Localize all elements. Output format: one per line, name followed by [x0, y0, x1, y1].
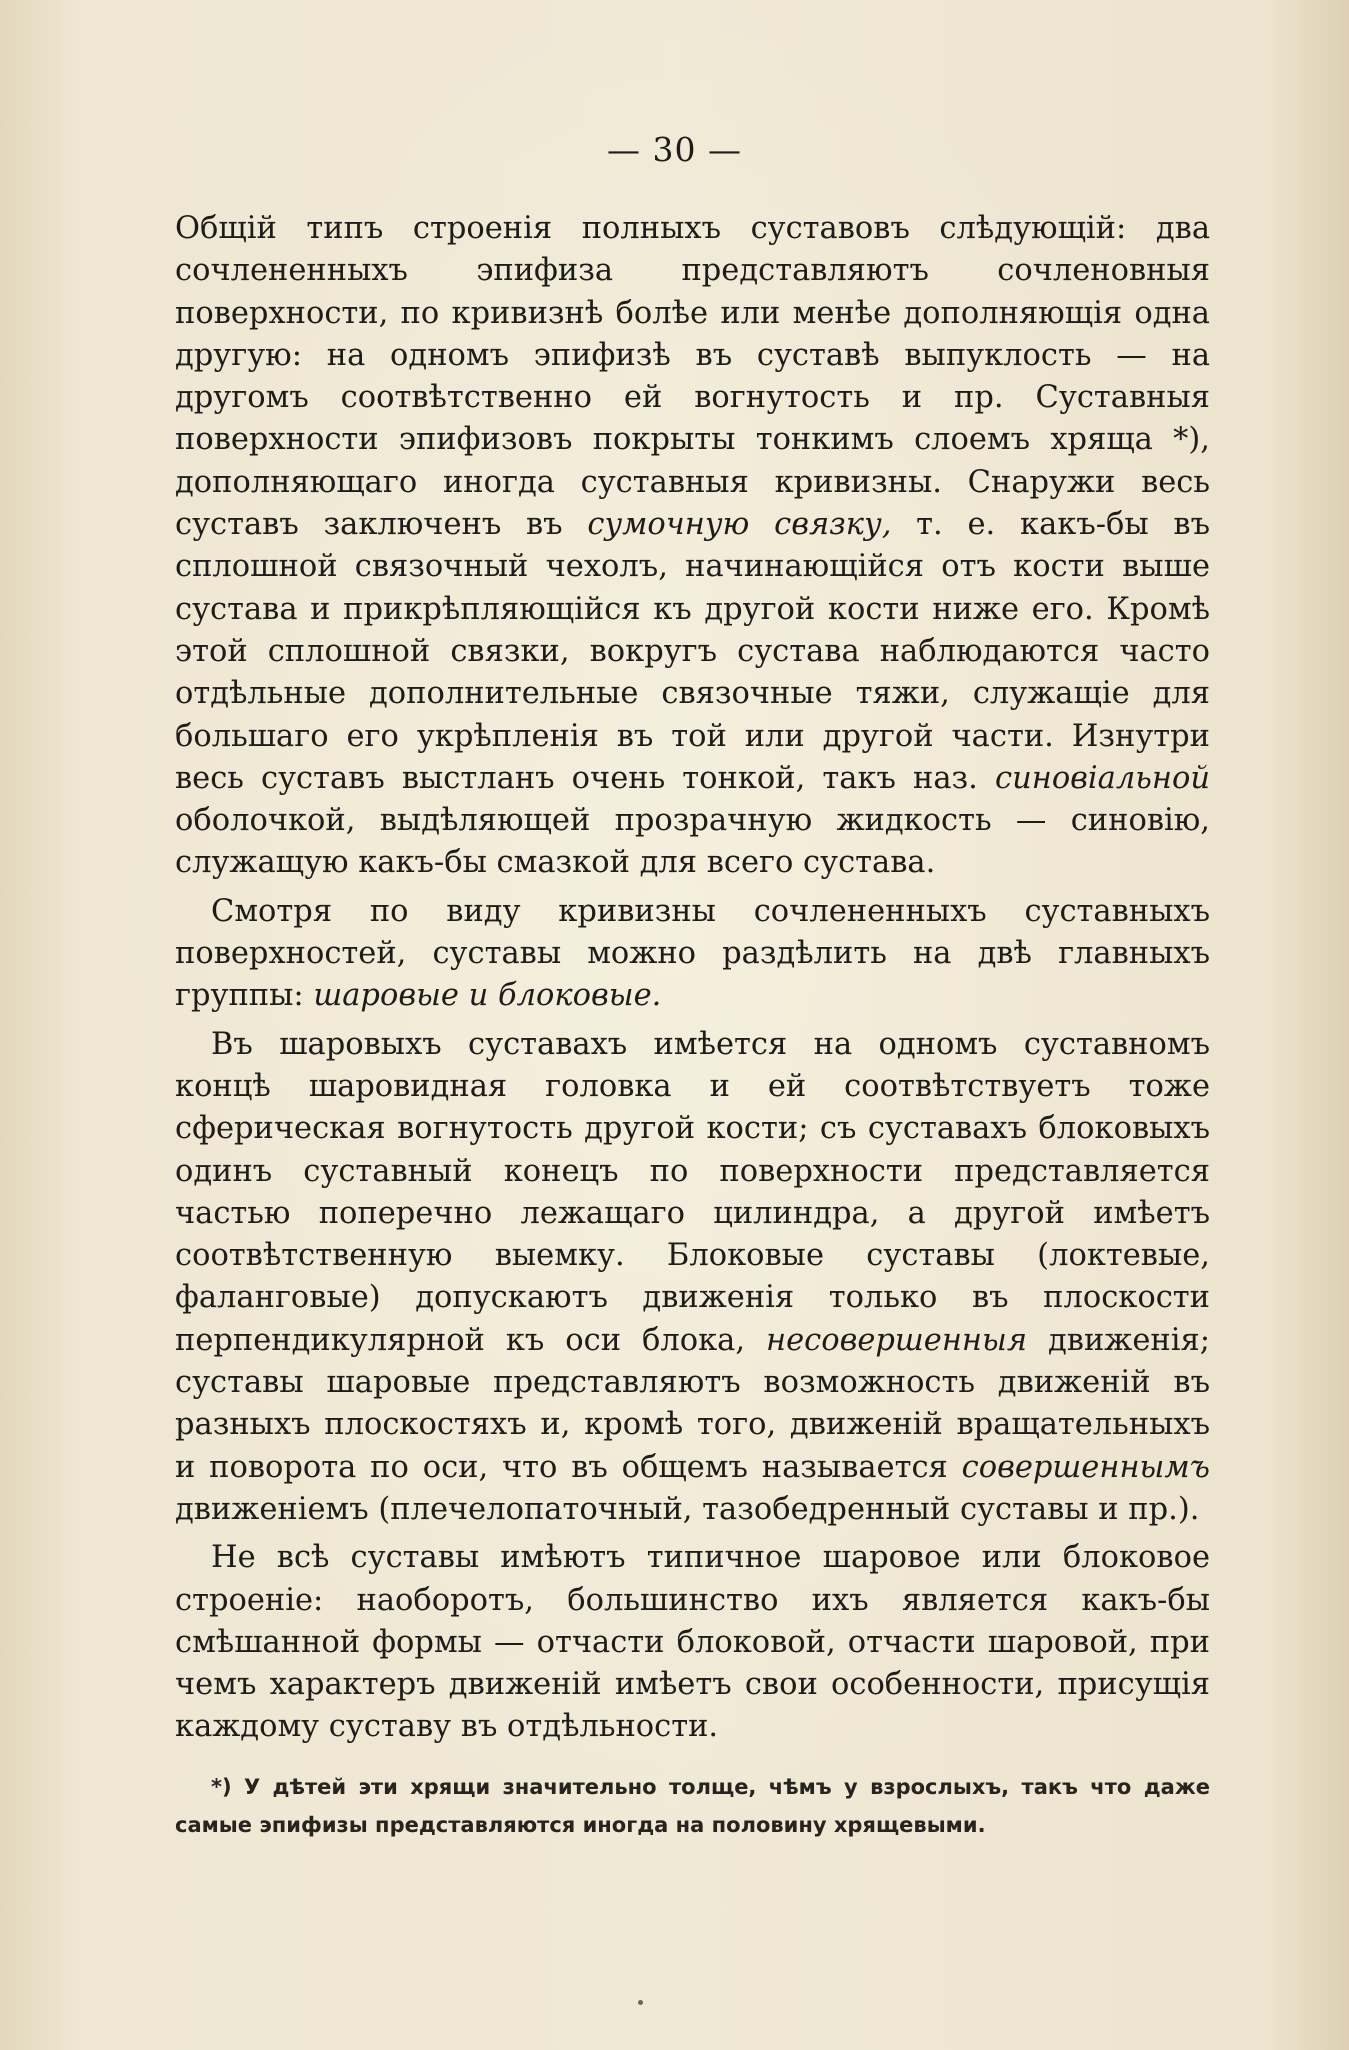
- text-segment: оболочкой, выдѣляющей прозрачную жидкость — синовію, служащую какъ-бы смазкой для всего сустава.: [175, 803, 1210, 881]
- footnote: *) У дѣтей эти хрящи значительно толще, чѣмъ у взрослыхъ, такъ что даже самые эпифизы представляются иногда на половину хрящевыми.: [175, 1775, 1210, 1837]
- text-segment: Смотря по виду кривизны сочлененныхъ суставныхъ поверхностей, суставы можно раздѣлить на двѣ главныхъ группы:: [175, 893, 1210, 1014]
- paragraph-mixed-joints: [175, 1537, 1210, 1748]
- term-imperfect: несовершенныя: [765, 1322, 1028, 1358]
- text-segment: т. е. какъ-бы въ сплошной связочный чехолъ, начинающійся отъ кости выше сустава и прикрѣпляющійся къ другой кости ниже его. Кромѣ этой сплошной связки, вокругъ сустава наблюдаются часто отдѣльные дополнительные связочные тяжи, служащіе для большаго его укрѣпленія въ той или другой части. Изнутри весь суставъ выстланъ очень тонкой, такъ наз.: [175, 507, 1210, 796]
- paragraph-joint-structure: [175, 208, 1210, 885]
- text-segment: движеніемъ (плечелопаточный, тазобедренный суставы и пр.).: [175, 1491, 1200, 1527]
- body-text: [175, 208, 1210, 1755]
- text-segment: Не всѣ суставы имѣютъ типичное шаровое или блоковое строеніе: наоборотъ, большинство ихъ является какъ-бы смѣшанной формы — отчасти блоковой, отчасти шаровой, при чемъ характеръ движеній имѣетъ свои особенности, присущія каждому суставу въ отдѣльности.: [175, 1540, 1210, 1745]
- paragraph-ball-joints: [175, 1024, 1210, 1532]
- text-segment: Общій типъ строенія полныхъ суставовъ слѣдующій: два сочлененныхъ эпифиза представляютъ сочленовныя поверхности, по кривизнѣ болѣе или менѣе дополняющія одна другую: на одномъ эпифизѣ въ суставѣ выпуклость — на другомъ соотвѣтственно ей вогнутость и пр. Суставныя поверхности эпифизовъ покрыты тонкимъ слоемъ хряща *), дополняющаго иногда суставныя кривизны. Снаружи весь суставъ заключенъ въ: [175, 211, 1210, 543]
- term-synovial: синовіальной: [995, 760, 1210, 796]
- text-segment: Въ шаровыхъ суставахъ имѣется на одномъ суставномъ концѣ шаровидная головка и ей соотвѣтствуетъ тоже сферическая вогнутость другой кости; съ суставахъ блоковыхъ одинъ суставный конецъ по поверхности представляется частью поперечно лежащаго цилиндра, а другой имѣетъ соотвѣтственную выемку. Блоковые суставы (локтевые, фаланговые) допускаютъ движенія только въ плоскости перпендикулярной къ оси блока,: [175, 1026, 1210, 1358]
- term-ball-and-hinge: шаровые и блоковые.: [313, 978, 662, 1014]
- paragraph-joint-groups: [175, 891, 1210, 1018]
- paper-speck: [638, 2000, 643, 2005]
- term-perfect: совершеннымъ: [961, 1449, 1210, 1485]
- text-segment: движенія; суставы шаровые представляютъ возможность движеній въ разныхъ плоскостяхъ и, кромѣ того, движеній вращательныхъ и поворота по оси, что въ общемъ называется: [175, 1322, 1211, 1485]
- page-number: — 30 —: [607, 130, 742, 169]
- term-capsular-ligament: сумочную связку,: [587, 507, 892, 543]
